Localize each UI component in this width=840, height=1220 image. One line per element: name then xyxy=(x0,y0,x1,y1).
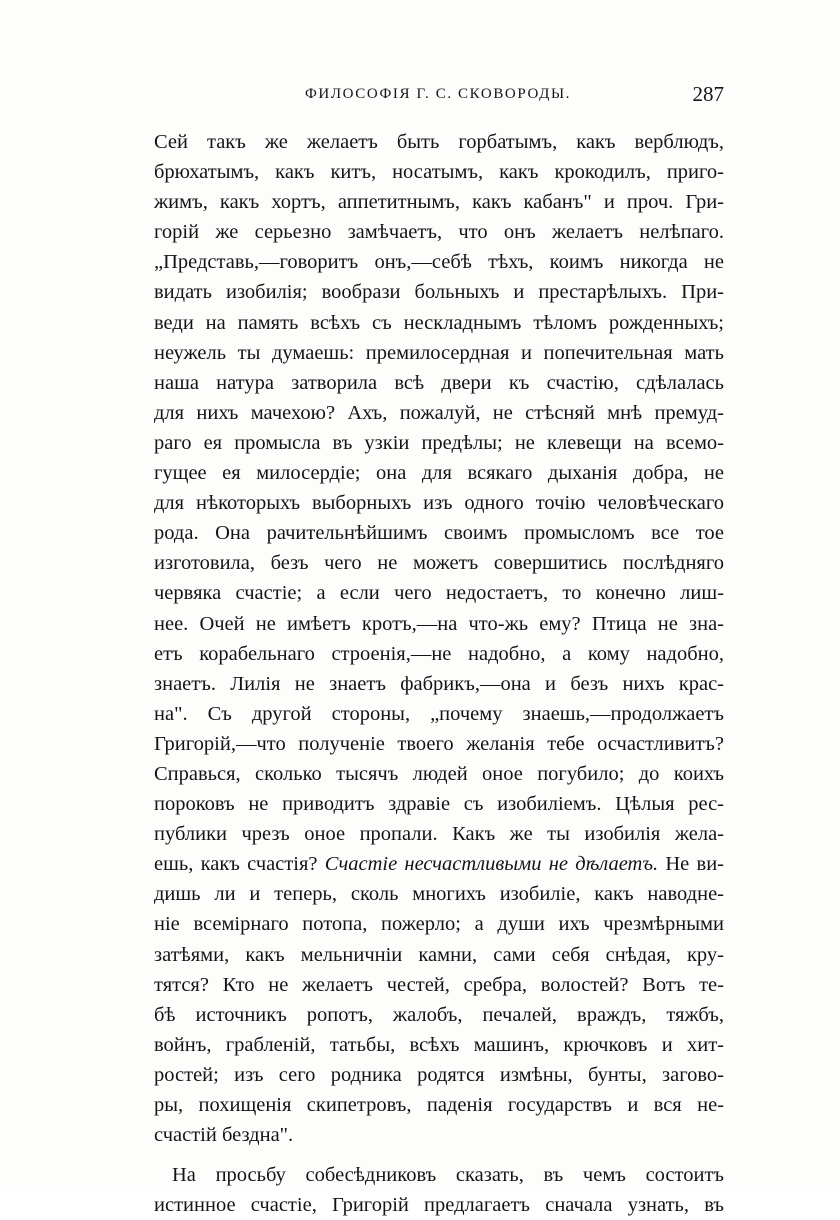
text-line: видать изобилія; вообрази больныхъ и престарѣлыхъ. При- xyxy=(154,281,724,304)
text-line: знаетъ. Лилія не знаетъ фабрикъ,—она и безъ нихъ крас- xyxy=(154,672,724,695)
text-line: жимъ, какъ хортъ, аппетитнымъ, какъ кабанъ" и проч. Гри- xyxy=(154,191,724,214)
text-line: На просьбу собесѣдниковъ сказать, въ чемъ состоитъ xyxy=(172,1164,724,1187)
text-line: бѣ источникъ ропотъ, жалобъ, печалей, враждъ, тяжбъ, xyxy=(154,1003,724,1026)
text-line: войнъ, грабленій, татьбы, всѣхъ машинъ, крючковъ и хит- xyxy=(154,1033,724,1056)
text-line: Григорій,—что полученіе твоего желанія тебе осчастливитъ? xyxy=(154,732,724,755)
running-title: ФИЛОСОФІЯ Г. С. СКОВОРОДЫ. xyxy=(304,86,572,102)
italic-maxim: Счастіе несчастливыми не дѣлаетъ. xyxy=(324,853,659,876)
text-line: Справься, сколько тысячъ людей оное погубило; до коихъ xyxy=(154,762,724,785)
text-line: веди на память всѣхъ съ нескладнымъ тѣломъ рожденныхъ; xyxy=(154,311,724,334)
text-line: гущее ея милосердіе; она для всякаго дыханія добра, не xyxy=(154,462,724,485)
text-line: истинное счастіе, Григорій предлагаетъ сначала узнать, въ xyxy=(154,1194,724,1217)
text-line: публики чрезъ оное пропали. Какъ же ты изобилія жела- xyxy=(154,823,724,846)
text-line: ніе всемірнаго потопа, пожерло; а души ихъ чрезмѣрными xyxy=(154,913,724,936)
body-text xyxy=(154,127,724,1220)
paragraph-gap xyxy=(154,1150,724,1160)
text-line: нее. Очей не имѣетъ кротъ,—на что-жь ему? Птица не зна- xyxy=(154,612,724,635)
page-number: 287 xyxy=(692,82,724,106)
text-line: неужель ты думаешь: премилосердная и попечительная мать xyxy=(154,341,724,364)
text-line: изготовила, безъ чего не можетъ совершитись послѣдняго xyxy=(154,552,724,575)
line-before-italic: ешь, какъ счастія? xyxy=(154,853,318,876)
text-line: дишь ли и теперь, сколь многихъ изобиліе, какъ наводне- xyxy=(154,883,724,906)
line-after-italic: Не ви- xyxy=(665,853,724,876)
text-line: Сей такъ же желаетъ быть горбатымъ, какъ верблюдъ, xyxy=(154,131,724,153)
text-line: на". Съ другой стороны, „почему знаешь,—продолжаетъ xyxy=(154,702,724,725)
text-line: червяка счастіе; а если чего недостаетъ, то конечно лиш- xyxy=(154,582,724,605)
text-line-with-italic xyxy=(154,849,724,879)
text-line: тятся? Кто не желаетъ честей, сребра, волостей? Вотъ те- xyxy=(154,973,724,996)
text-line: горій же серьезно замѣчаетъ, что онъ желаетъ нелѣпаго. xyxy=(154,221,724,244)
text-line: для нихъ мачехою? Ахъ, пожалуй, не стѣсняй мнѣ премуд- xyxy=(154,401,724,424)
text-line: ростей; изъ сего родника родятся измѣны, бунты, загово- xyxy=(154,1063,724,1086)
text-line: „Представь,—говоритъ онъ,—себѣ тѣхъ, коимъ никогда не xyxy=(154,251,724,274)
text-line: раго ея промысла въ узкіи предѣлы; не клевещи на всемо- xyxy=(154,431,724,454)
text-line: рода. Она рачительнѣйшимъ своимъ промысломъ все тое xyxy=(154,522,724,545)
text-line: ры, похищенія скипетровъ, паденія государствъ и вся не- xyxy=(154,1094,724,1116)
text-line: брюхатымъ, какъ китъ, носатымъ, какъ крокодилъ, приго- xyxy=(154,161,724,184)
text-line: етъ корабельнаго строенія,—не надобно, а кому надобно, xyxy=(154,642,724,665)
text-line: для нѣкоторыхъ выборныхъ изъ одного точію человѣческаго xyxy=(154,492,724,515)
page-header xyxy=(152,84,724,110)
text-line: затѣями, какъ мельничніи камни, сами себя снѣдая, кру- xyxy=(154,943,724,966)
text-line: счастій бездна". xyxy=(154,1124,294,1147)
text-line: наша натура затворила всѣ двери къ счастію, сдѣлалась xyxy=(154,371,724,394)
text-line: пороковъ не приводитъ здравіе съ изобиліемъ. Цѣлыя рес- xyxy=(154,793,724,816)
